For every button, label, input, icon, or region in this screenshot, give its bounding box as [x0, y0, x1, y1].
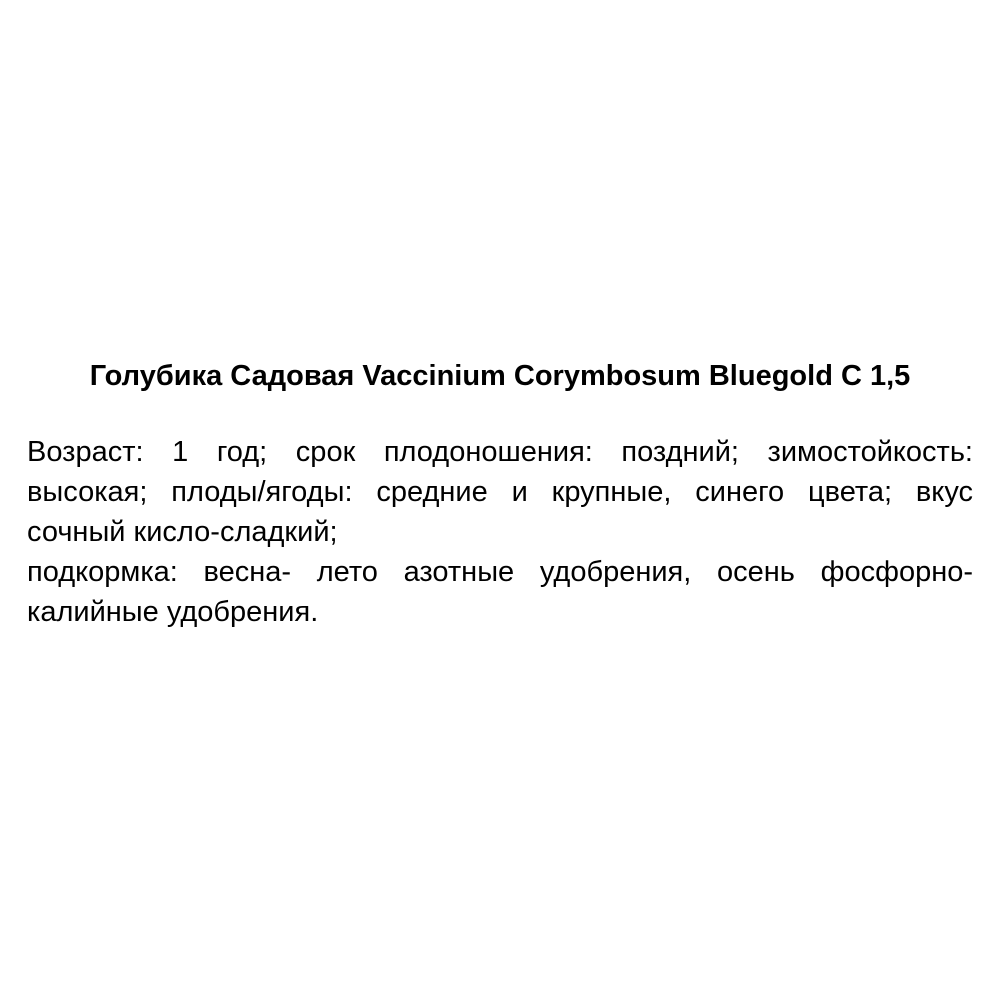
description-line-4: подкормка: весна- лето азотные удобрения, осень фосфорно- — [27, 556, 973, 588]
description-line-1: Возраст: 1 год; срок плодоношения: поздний; зимостойкость: — [27, 436, 973, 468]
product-description — [27, 432, 973, 632]
description-line-5: калийные удобрения. — [27, 596, 319, 628]
product-title: Голубика Садовая Vaccinium Corymbosum Bluegold C 1,5 — [89, 360, 911, 392]
description-line-3: сочный кисло-сладкий; — [27, 516, 338, 548]
description-line-2: высокая; плоды/ягоды: средние и крупные, синего цвета; вкус — [27, 476, 973, 508]
